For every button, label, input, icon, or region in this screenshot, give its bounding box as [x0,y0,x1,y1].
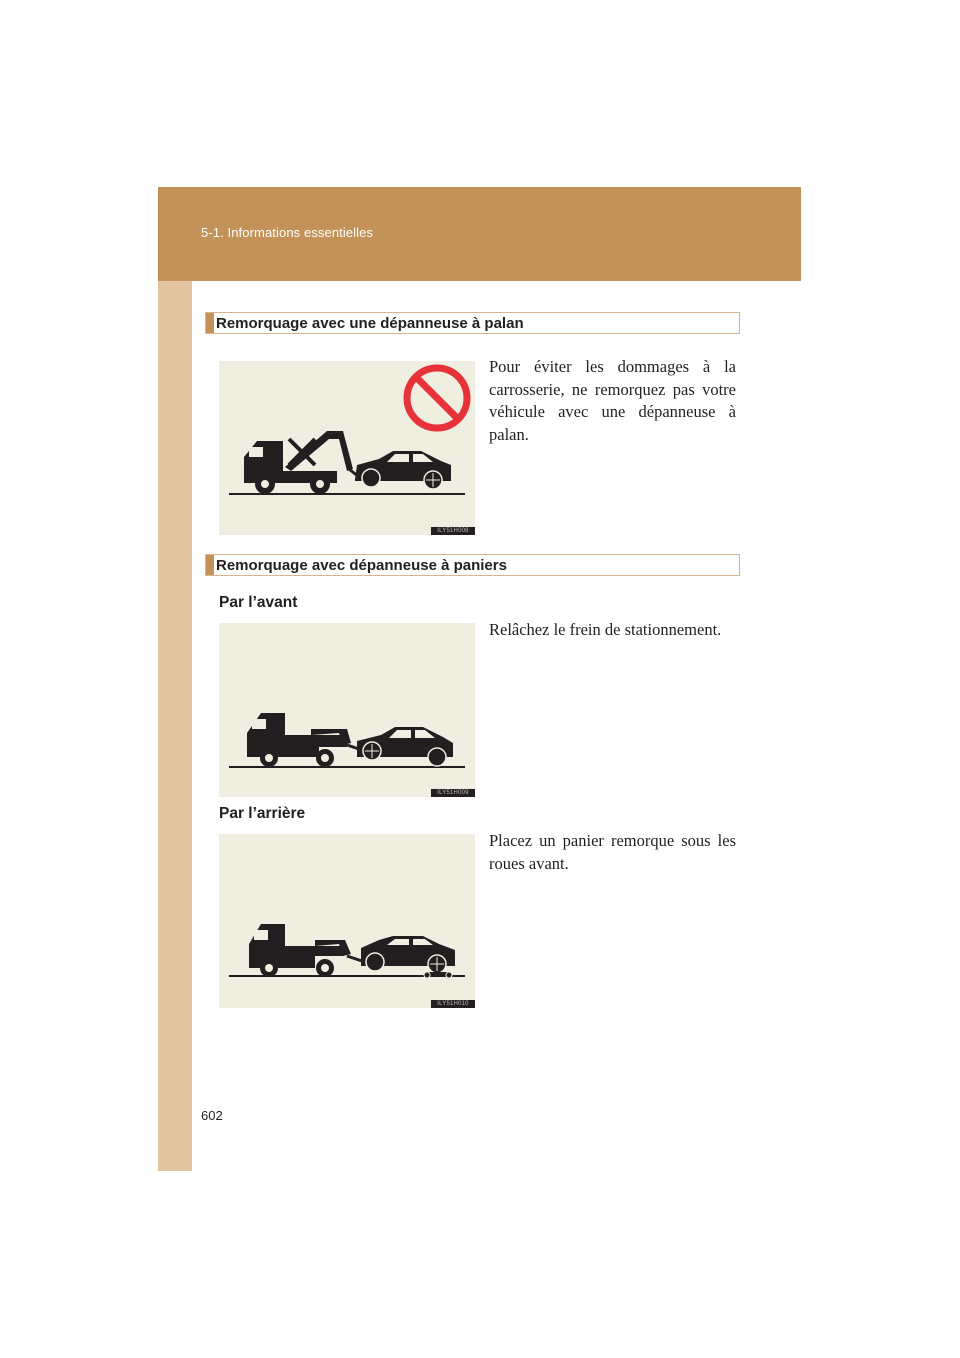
section-title-palan [205,312,740,334]
section-title-text: Remorquage avec une dépanneuse à palan [216,314,524,332]
illustration [219,834,475,1008]
body-text-rear: Placez un panier remorque sous les roues avant. [489,831,736,873]
figure-code: ILY51H009 [431,789,475,797]
figure-front-dolly-tow [219,623,475,797]
breadcrumb: 5-1. Informations essentielles [201,225,374,240]
section-marker [206,555,214,575]
body-text-front: Relâchez le frein de stationnement. [489,620,722,639]
section-title-paniers [205,554,740,576]
figure-code: ILY51H010 [431,1000,475,1008]
illustration [219,623,475,797]
subheading-front: Par l’avant [219,594,298,611]
page-number: 602 [201,1108,223,1123]
subheading-rear: Par l’arrière [219,805,306,822]
section-marker [206,313,214,333]
section-title-text: Remorquage avec dépanneuse à paniers [216,556,507,574]
figure-rear-dolly-tow [219,834,475,1008]
figure-code: ILY51H008 [431,527,475,535]
illustration [219,361,475,535]
side-margin-strip [158,281,192,1171]
prohibition-icon [407,368,467,428]
body-text-palan: Pour éviter les dommages à la carrosserie, ne remorquez pas votre véhicule avec une dépanneuse à palan. [489,357,736,444]
figure-hoist-tow-prohibited [219,361,475,535]
